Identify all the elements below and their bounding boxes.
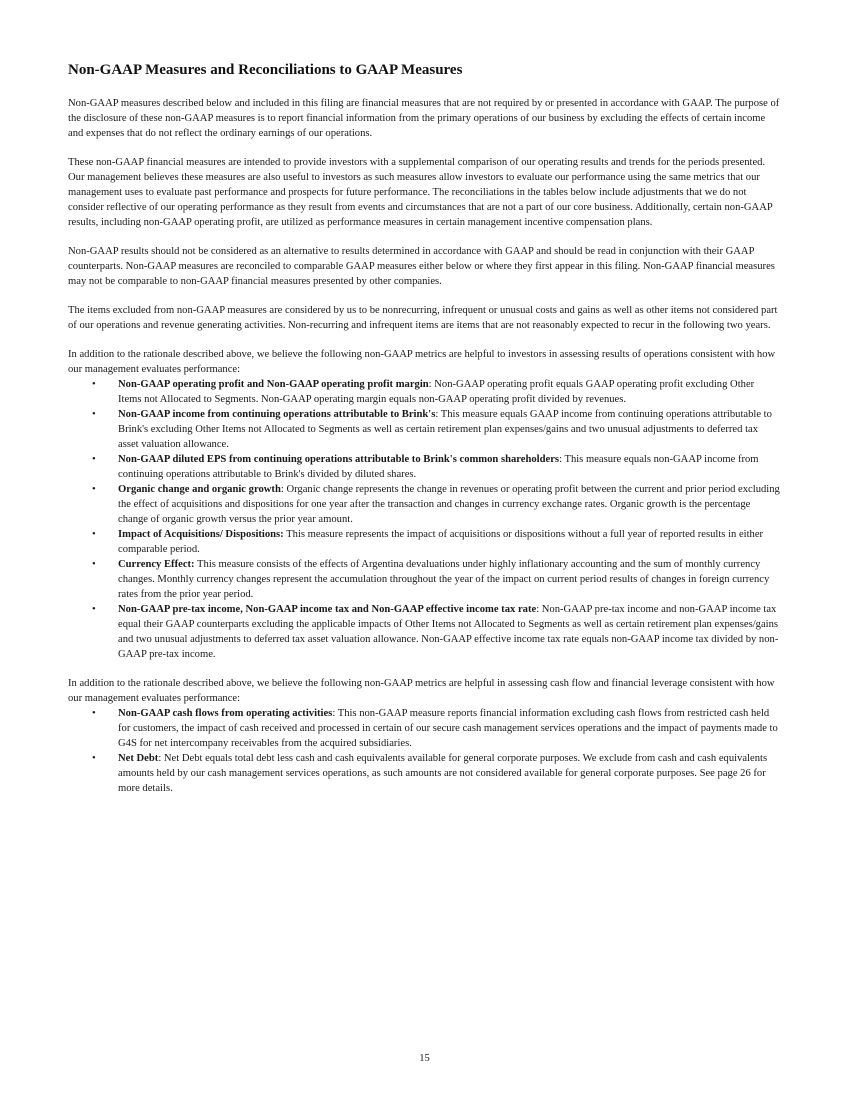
paragraph-alternative: Non-GAAP results should not be considered as an alternative to results determined in accordance with GAAP and should be read in conjunction with their GAAP counterparts. Non-GAAP measures are reconciled to comparable GAAP measures either below or where they first appear in this filing. Non-GAAP financial measures may not be comparable to non-GAAP financial measures presented by other companies. xyxy=(68,246,775,287)
definition: Non-GAAP operating profit equals GAAP operating profit excluding Other Items not Allocated to Segments. Non-GAAP operating margin equals non-GAAP operating profit divided by revenues. xyxy=(118,379,755,405)
bullet-icon: • xyxy=(92,604,96,615)
definition: This measure equals non-GAAP income from continuing operations attributable to Brink's divided by diluted shares. xyxy=(118,454,759,480)
intro-performance: In addition to the rationale described above, we believe the following non-GAAP metrics are helpful to investors in assessing results of operations consistent with how our management evaluates performance: xyxy=(68,349,776,375)
definition: Non-GAAP pre-tax income and non-GAAP income tax equal their GAAP counterparts excluding the applicable impacts of Other Items not Allocated to Segments as well as certain retirement plan expenses/gains and two unusual adjustments to deferred tax asset valuation allowance. Non-GAAP effective income tax rate equals non-GAAP income tax divided by non-GAAP pre-tax income. xyxy=(118,604,779,660)
cashflow-metrics-list xyxy=(68,706,780,796)
list-item: • Organic change and organic growth: Organic change represents the change in revenues or operating profit between the current and prior period excluding the effect of acquisitions and dispositions for one year after the transaction and changes in currency exchange rates. Organic growth is the percentage change of organic growth versus the prior year amount. xyxy=(92,484,780,525)
list-item xyxy=(92,557,780,602)
term: Non-GAAP cash flows from operating activities xyxy=(118,708,333,719)
performance-metrics-list xyxy=(68,377,780,662)
list-item: • Non-GAAP income from continuing operations attributable to Brink's: This measure equals GAAP income from continuing operations attributable to Brink's excluding Other Items not Allocated to Segments as well as certain retirement plan expenses/gains and two unusual adjustments to deferred tax asset valuation allowance. xyxy=(92,409,772,450)
definition: This measure equals GAAP income from continuing operations attributable to Brink's excluding Other Items not Allocated to Segments as well as certain retirement plan expenses/gains and two unusual adjustments to deferred tax asset valuation allowance. xyxy=(118,409,772,450)
term: Organic change and organic growth xyxy=(118,484,281,495)
list-item: • Non-GAAP diluted EPS from continuing operations attributable to Brink's common shareholders: This measure equals non-GAAP income from continuing operations attributable to Brink's divided by diluted shares. xyxy=(92,454,759,480)
bullet-icon: • xyxy=(92,454,96,465)
definition: This measure represents the impact of acquisitions or dispositions without a full year of reported results in either comparable period. xyxy=(118,529,764,555)
bullet-icon: • xyxy=(92,379,96,390)
definition: This measure consists of the effects of Argentina devaluations under highly inflationary accounting and the sum of monthly currency changes. Monthly currency changes represent the accumulation throughout the year of the impact on current period results of changes in foreign currency rates from the prior year period. xyxy=(118,559,770,600)
list-item: • Non-GAAP cash flows from operating activities: This non-GAAP measure reports financial information excluding cash flows from restricted cash held for customers, the impact of cash received and processed in certain of our secure cash management services operations and the impact of payments made to G4S for net intercompany receivables from the acquired subsidiaries. xyxy=(92,708,778,749)
page-title: Non-GAAP Measures and Reconciliations to GAAP Measures xyxy=(68,62,463,78)
term: Net Debt xyxy=(118,753,159,764)
bullet-icon: • xyxy=(92,529,96,540)
term: Non-GAAP diluted EPS from continuing operations attributable to Brink's common shareholders xyxy=(118,454,560,465)
page-number: 15 xyxy=(419,1053,430,1064)
list-item xyxy=(92,527,780,557)
definition: This non-GAAP measure reports financial information excluding cash flows from restricted cash held for customers, the impact of cash received and processed in certain of our secure cash management services operations and the impact of payments made to G4S for net intercompany receivables from the acquired subsidiaries. xyxy=(118,708,778,749)
bullet-icon: • xyxy=(92,409,96,420)
paragraph-supplemental: These non-GAAP financial measures are intended to provide investors with a supplemental comparison of our operating results and trends for the periods presented. Our management believes these measures are also useful to investors as such measures allow investors to evaluate our performance using the same metrics that our management uses to evaluate past performance and prospects for future performance. The reconciliations in the tables below include adjustments that we do not consider reflective of our operating performance as they result from events and circumstances that are not a part of our core business. Additionally, certain non-GAAP results, including non-GAAP operating profit, are utilized as performance measures in certain management incentive compensation plans. xyxy=(68,157,773,228)
term: Currency Effect: xyxy=(118,559,195,570)
term: Non-GAAP pre-tax income, Non-GAAP income tax and Non-GAAP effective income tax rate xyxy=(118,604,537,615)
bullet-icon: • xyxy=(92,753,96,764)
term: Non-GAAP operating profit and Non-GAAP operating profit margin xyxy=(118,379,429,390)
intro-cashflow: In addition to the rationale described above, we believe the following non-GAAP metrics are helpful in assessing cash flow and financial leverage consistent with how our management evaluates performance: xyxy=(68,678,775,704)
list-item: • Net Debt: Net Debt equals total debt less cash and cash equivalents available for general corporate purposes. We exclude from cash and cash equivalents amounts held by our cash management services operations, as such amounts are not considered available for general corporate purposes. See page 26 for more details. xyxy=(92,753,768,794)
list-item: • Non-GAAP operating profit and Non-GAAP operating profit margin: Non-GAAP operating profit equals GAAP operating profit excluding Other Items not Allocated to Segments. Non-GAAP operating margin equals non-GAAP operating profit divided by revenues. xyxy=(92,379,755,405)
paragraph-purpose: Non-GAAP measures described below and included in this filing are financial measures that are not required by or presented in accordance with GAAP. The purpose of the disclosure of these non-GAAP measures is to report financial information from the primary operations of our business by excluding the effects of certain income and expenses that do not reflect the ordinary earnings of our operations. xyxy=(68,98,780,139)
bullet-icon: • xyxy=(92,559,96,570)
bullet-icon: • xyxy=(92,484,96,495)
list-item: • Non-GAAP pre-tax income, Non-GAAP income tax and Non-GAAP effective income tax rate: Non-GAAP pre-tax income and non-GAAP income tax equal their GAAP counterparts excluding the applicable impacts of Other Items not Allocated to Segments as well as certain retirement plan expenses/gains and two unusual adjustments to deferred tax asset valuation allowance. Non-GAAP effective income tax rate equals non-GAAP income tax divided by non-GAAP pre-tax income. xyxy=(92,604,779,660)
definition: Net Debt equals total debt less cash and cash equivalents available for general corporate purposes. We exclude from cash and cash equivalents amounts held by our cash management services operations, as such amounts are not considered available for general corporate purposes. See page 26 for more details. xyxy=(118,753,768,794)
paragraph-excluded-items: The items excluded from non-GAAP measures are considered by us to be nonrecurring, infrequent or unusual costs and gains as well as other items not considered part of our operations and revenue generating activities. Non-recurring and infrequent items are items that are not reasonably expected to recur in the following two years. xyxy=(68,305,778,331)
term: Non-GAAP income from continuing operations attributable to Brink's xyxy=(118,409,436,420)
document-page xyxy=(68,60,780,810)
bullet-icon: • xyxy=(92,708,96,719)
term: Impact of Acquisitions/ Dispositions: xyxy=(118,529,284,540)
definition: Organic change represents the change in revenues or operating profit between the current and prior period excluding the effect of acquisitions and dispositions for one year after the transaction and changes in currency exchange rates. Organic growth is the percentage change of organic growth versus the prior year amount. xyxy=(118,484,780,525)
